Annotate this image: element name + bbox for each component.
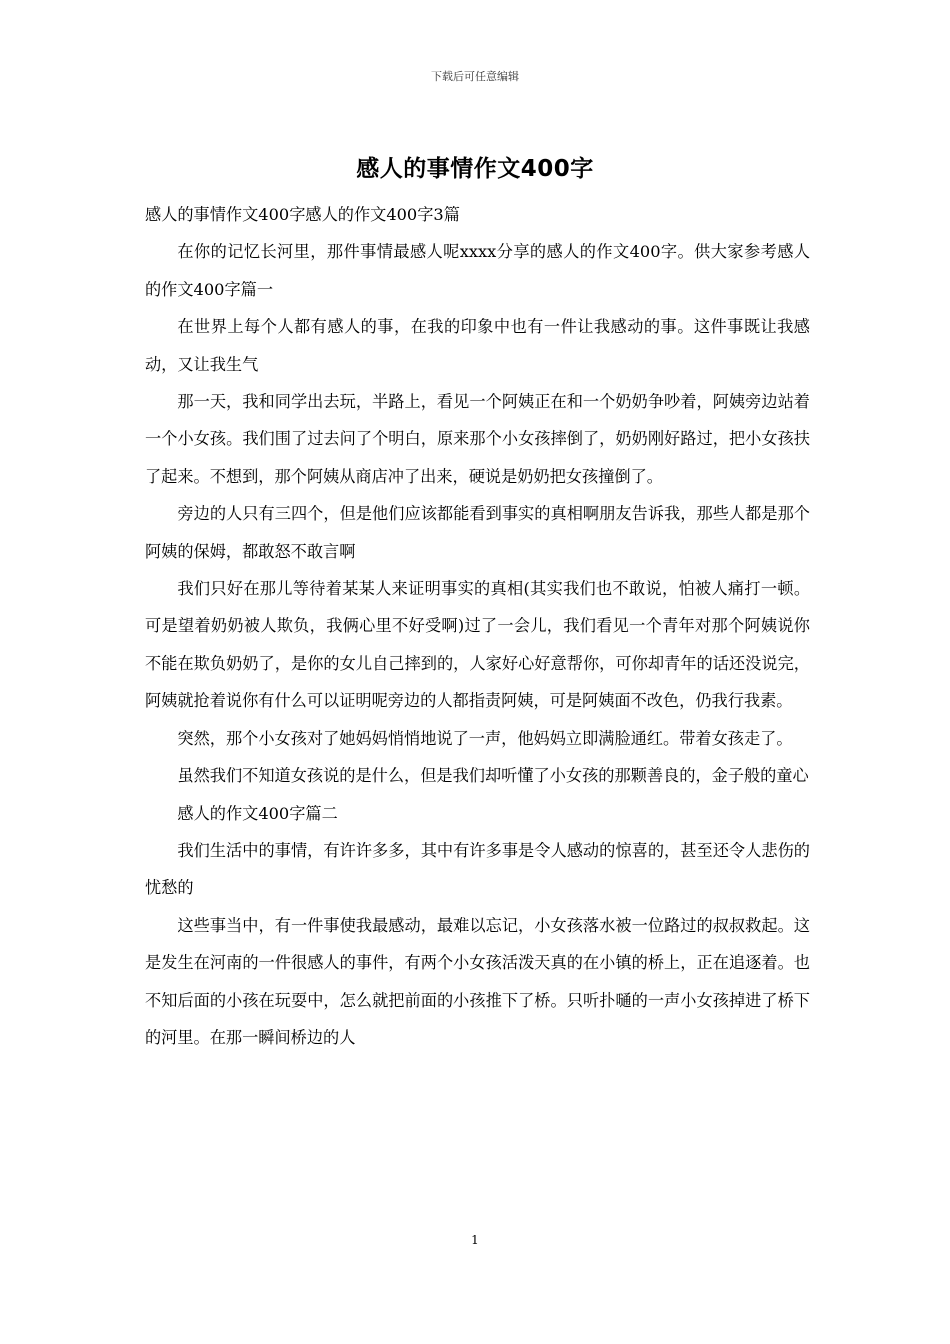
document-title: 感人的事情作文400字	[356, 156, 594, 182]
body-paragraph: 突然，那个小女孩对了她妈妈悄悄地说了一声，他妈妈立即满脸通红。带着女孩走了。	[177, 728, 793, 748]
body-paragraph: 虽然我们不知道女孩说的是什么，但是我们却听懂了小女孩的那颗善良的，金子般的童心	[177, 766, 809, 786]
section-heading: 感人的作文400字篇二	[177, 803, 338, 823]
body-paragraph: 那一天，我和同学出去玩，半路上，看见一个阿姨正在和一个奶奶争吵着，阿姨旁边站着一个小女孩。我们围了过去问了个明白，原来那个小女孩摔倒了，奶奶刚好路过，把小女孩扶了起来。不想到，那个阿姨从商店冲了出来，硬说是奶奶把女孩撞倒了。	[145, 392, 810, 486]
document-body	[145, 196, 810, 1056]
body-paragraph: 旁边的人只有三四个，但是他们应该都能看到事实的真相啊朋友告诉我，那些人都是那个阿姨的保姆，都敢怒不敢言啊	[145, 504, 810, 561]
page-header: 下载后可任意编辑	[431, 70, 519, 83]
body-paragraph: 在你的记忆长河里，那件事情最感人呢xxxx分享的感人的作文400字。供大家参考感人的作文400字篇一	[145, 242, 810, 299]
body-paragraph: 我们只好在那儿等待着某某人来证明事实的真相(其实我们也不敢说，怕被人痛打一顿。可是望着奶奶被人欺负，我俩心里不好受啊)过了一会儿，我们看见一个青年对那个阿姨说你不能在欺负奶奶了，是你的女儿自己摔到的，人家好心好意帮你，可你却青年的话还没说完，阿姨就抢着说你有什么可以证明呢旁边的人都指责阿姨，可是阿姨面不改色，仍我行我素。	[145, 579, 810, 711]
body-paragraph: 我们生活中的事情，有许许多多，其中有许多事是令人感动的惊喜的，甚至还令人悲伤的忧愁的	[145, 840, 810, 898]
subtitle-paragraph: 感人的事情作文400字感人的作文400字3篇	[145, 205, 460, 224]
page-number: 1	[471, 1233, 479, 1247]
body-paragraph: 这些事当中，有一件事使我最感动，最难以忘记，小女孩落水被一位路过的叔叔救起。这是发生在河南的一件很感人的事件，有两个小女孩活泼天真的在小镇的桥上，正在追逐着。也不知后面的小孩在玩耍中，怎么就把前面的小孩推下了桥。只听扑嗵的一声小女孩掉进了桥下的河里。在那一瞬间桥边的人	[145, 915, 810, 1047]
body-paragraph: 在世界上每个人都有感人的事，在我的印象中也有一件让我感动的事。这件事既让我感动，又让我生气	[145, 317, 810, 374]
